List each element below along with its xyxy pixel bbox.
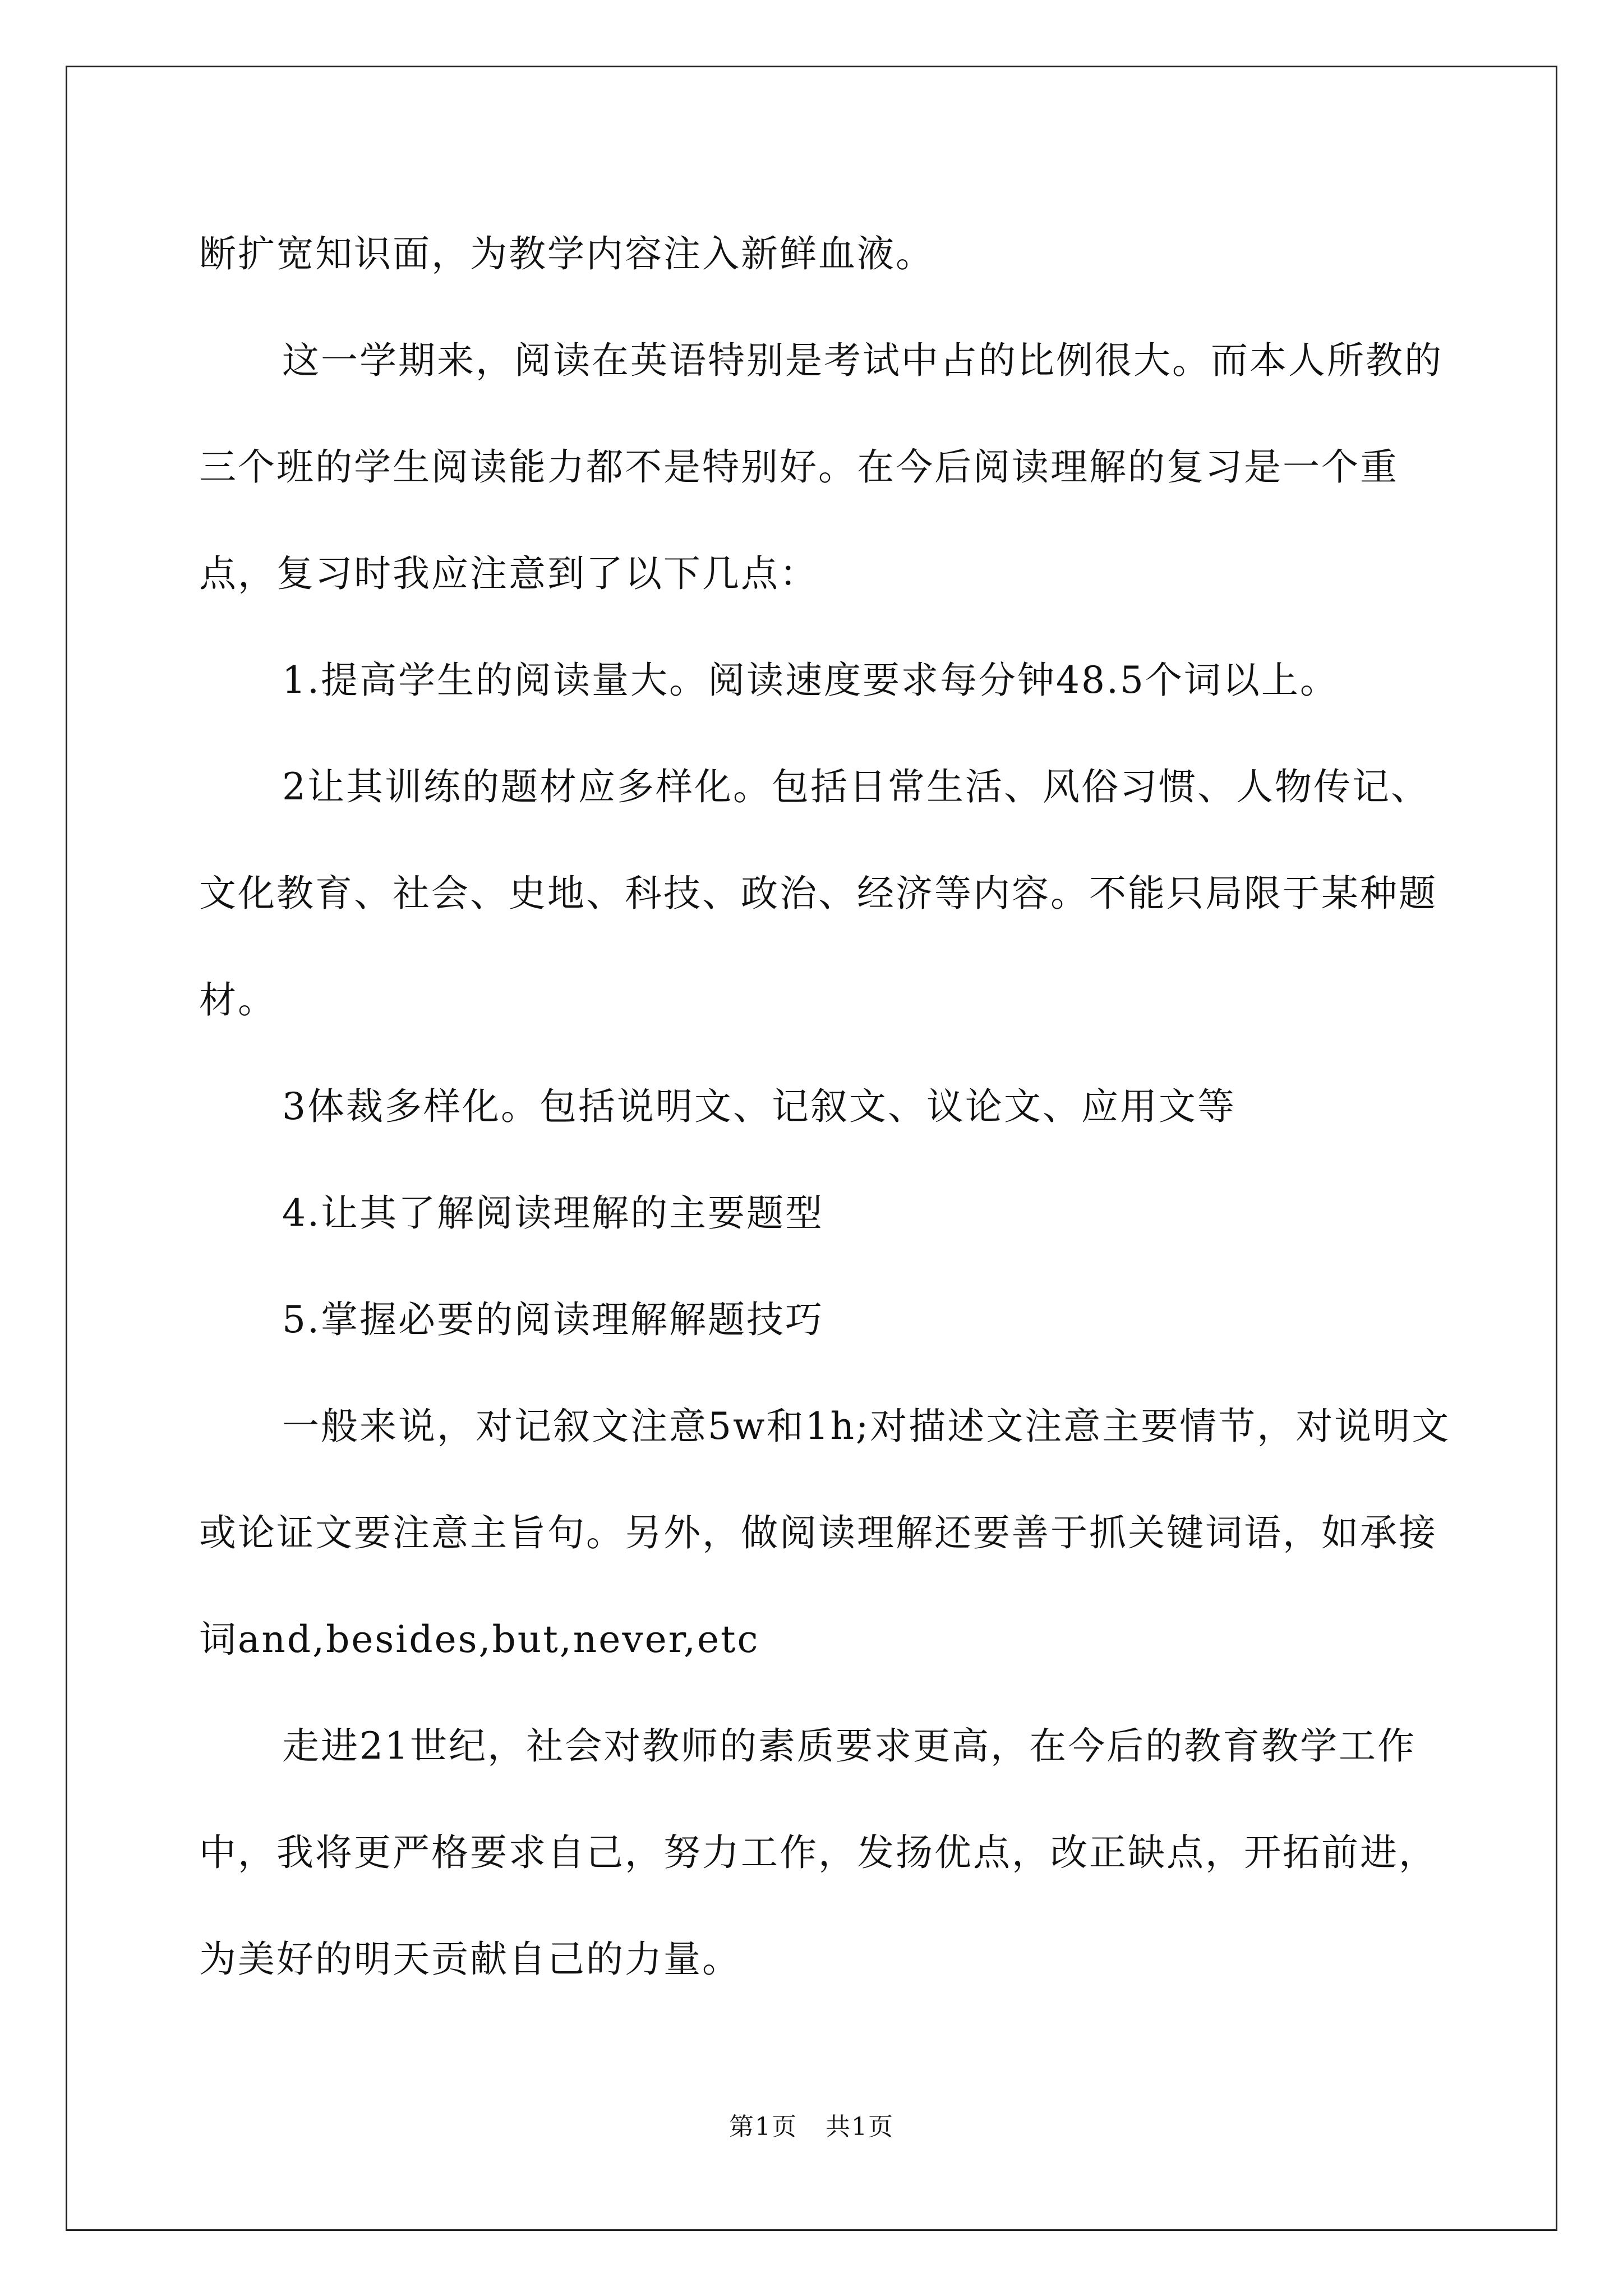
list-item-5: 5.掌握必要的阅读理解解题技巧 (282, 1298, 824, 1341)
list-item-3: 3体裁多样化。包括说明文、记叙文、议论文、应用文等 (282, 1085, 1236, 1128)
page-number-current: 第1页 (729, 2113, 797, 2141)
list-item-1: 1.提高学生的阅读量大。阅读速度要求每分钟48.5个词以上。 (282, 659, 1339, 702)
page-number-total: 共1页 (826, 2113, 894, 2141)
list-item-2: 2让其训练的题材应多样化。包括日常生活、风俗习惯、人物传记、文化教育、社会、史地、科技、政治、经济等内容。不能只局限于某种题材。 (199, 765, 1437, 1022)
paragraph-continuation: 断扩宽知识面，为教学内容注入新鲜血液。 (199, 232, 934, 275)
page-footer (0, 2110, 1623, 2144)
list-item-4: 4.让其了解阅读理解的主要题型 (282, 1191, 824, 1235)
paragraph-reading-intro: 这一学期来，阅读在英语特别是考试中占的比例很大。而本人所教的三个班的学生阅读能力都不是特别好。在今后阅读理解的复习是一个重点，复习时我应注意到了以下几点： (199, 339, 1443, 595)
paragraph-techniques: 一般来说，对记叙文注意5w和1h;对描述文注意主要情节，对说明文或论证文要注意主旨句。另外，做阅读理解还要善于抓关键词语，如承接词and,besides,but,never,etc (199, 1405, 1451, 1661)
paragraph-conclusion: 走进21世纪，社会对教师的素质要求更高，在今后的教育教学工作中，我将更严格要求自己，努力工作，发扬优点，改正缺点，开拓前进，为美好的明天贡献自己的力量。 (199, 1724, 1437, 1981)
document-body (199, 201, 1455, 2013)
